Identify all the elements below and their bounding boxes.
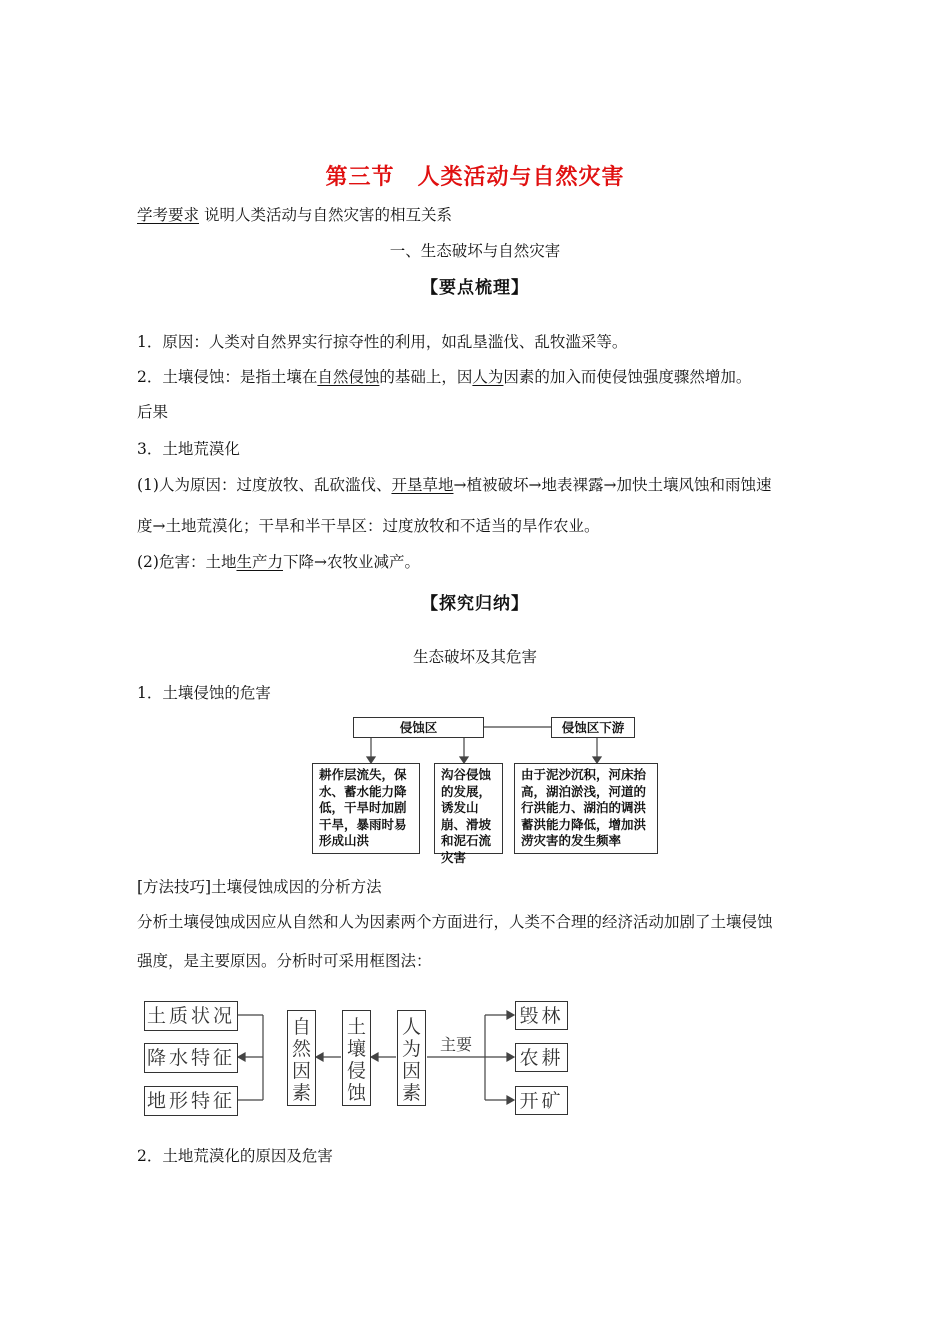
deforestation-box [515,1001,568,1030]
text-segment: 下降→农牧业减产。 [282,553,420,571]
harm-text-2: 沟谷侵蚀的发展，诱发山崩、滑坡和泥石流灾害 [441,767,492,865]
precipitation-label: 降水特征 [146,1047,235,1069]
soil-erosion-label: 土壤侵蚀 [346,1016,366,1104]
subtitle: 生态破坏及其危害 [412,648,537,666]
downstream-label: 侵蚀区下游 [561,720,625,735]
paragraph-cause: 1．原因：人类对自然界实行掠夺性的利用，如乱垦滥伐、乱牧滥采等。 [137,333,628,351]
text-segment: 因素的加入而使侵蚀强度骤然增加。 [503,368,752,386]
farming-box [515,1043,568,1072]
blank-human: 人为 [472,368,504,386]
natural-factors-box [287,1010,316,1106]
deforestation-label: 毁林 [519,1005,564,1027]
text-segment: →植被破坏→地表裸露→加快土壤风蚀和雨蚀速 [453,476,772,494]
paragraph-human-causes-cont: 度→土地荒漠化；干旱和半干旱区：过度放牧和不适当的旱作农业。 [137,517,600,535]
terrain-box [144,1086,238,1116]
harm-text-3: 由于泥沙沉积，河床抬高，湖泊淤浅，河道的行洪能力、湖泊的调洪蓄洪能力降低，增加洪涝灾害的发生频率 [521,767,647,848]
terrain-label: 地形特征 [146,1090,235,1112]
blank-natural-erosion: 自然侵蚀 [317,368,380,386]
soil-erosion-box [342,1010,371,1106]
requirement-text: 说明人类活动与自然灾害的相互关系 [199,206,452,224]
method-paragraph-1: 分析土壤侵蚀成因应从自然和人为因素两个方面进行，人类不合理的经济活动加剧了土壤侵蚀 [137,913,773,931]
soil-condition-box [144,1001,238,1031]
mining-label: 开矿 [519,1090,564,1112]
text-segment: 2．土壤侵蚀：是指土壤在 [137,368,318,386]
page-title: 第三节 人类活动与自然灾害 [325,165,625,190]
soil-condition-label: 土质状况 [146,1005,235,1027]
human-factors-box [397,1010,426,1106]
natural-factors-label: 自然因素 [291,1016,311,1104]
question-2: 2．土地荒漠化的原因及危害 [137,1147,333,1165]
text-segment: (2)危害：土地 [137,553,237,571]
text-segment: (1)人为原因：过度放牧、乱砍滥伐、 [137,476,392,494]
erosion-area-label: 侵蚀区 [399,720,438,735]
precipitation-box [144,1043,238,1073]
heading-key-points: 【要点梳理】 [421,278,529,298]
harm-text-1: 耕作层流失，保水、蓄水能力降低，干旱时加剧干旱，暴雨时易形成山洪 [319,767,407,848]
paragraph-consequence: 后果 [137,403,169,421]
blank-productivity: 生产力 [236,553,283,571]
requirement-label: 学考要求 [137,206,200,224]
text-segment: 的基础上，因 [379,368,473,386]
question-1: 1．土壤侵蚀的危害 [137,684,271,702]
method-title: [方法技巧]土壤侵蚀成因的分析方法 [137,878,382,896]
main-label: 主要 [440,1035,473,1054]
section-heading: 一、生态破坏与自然灾害 [389,242,561,260]
human-factors-label: 人为因素 [401,1016,421,1104]
blank-reclaim-grassland: 开垦草地 [391,476,454,494]
method-paragraph-2: 强度，是主要原因。分析时可采用框图法： [137,952,432,970]
paragraph-desertification: 3．土地荒漠化 [137,440,240,458]
farming-label: 农耕 [519,1047,564,1069]
mining-box [515,1086,568,1115]
heading-explore: 【探究归纳】 [421,594,529,614]
